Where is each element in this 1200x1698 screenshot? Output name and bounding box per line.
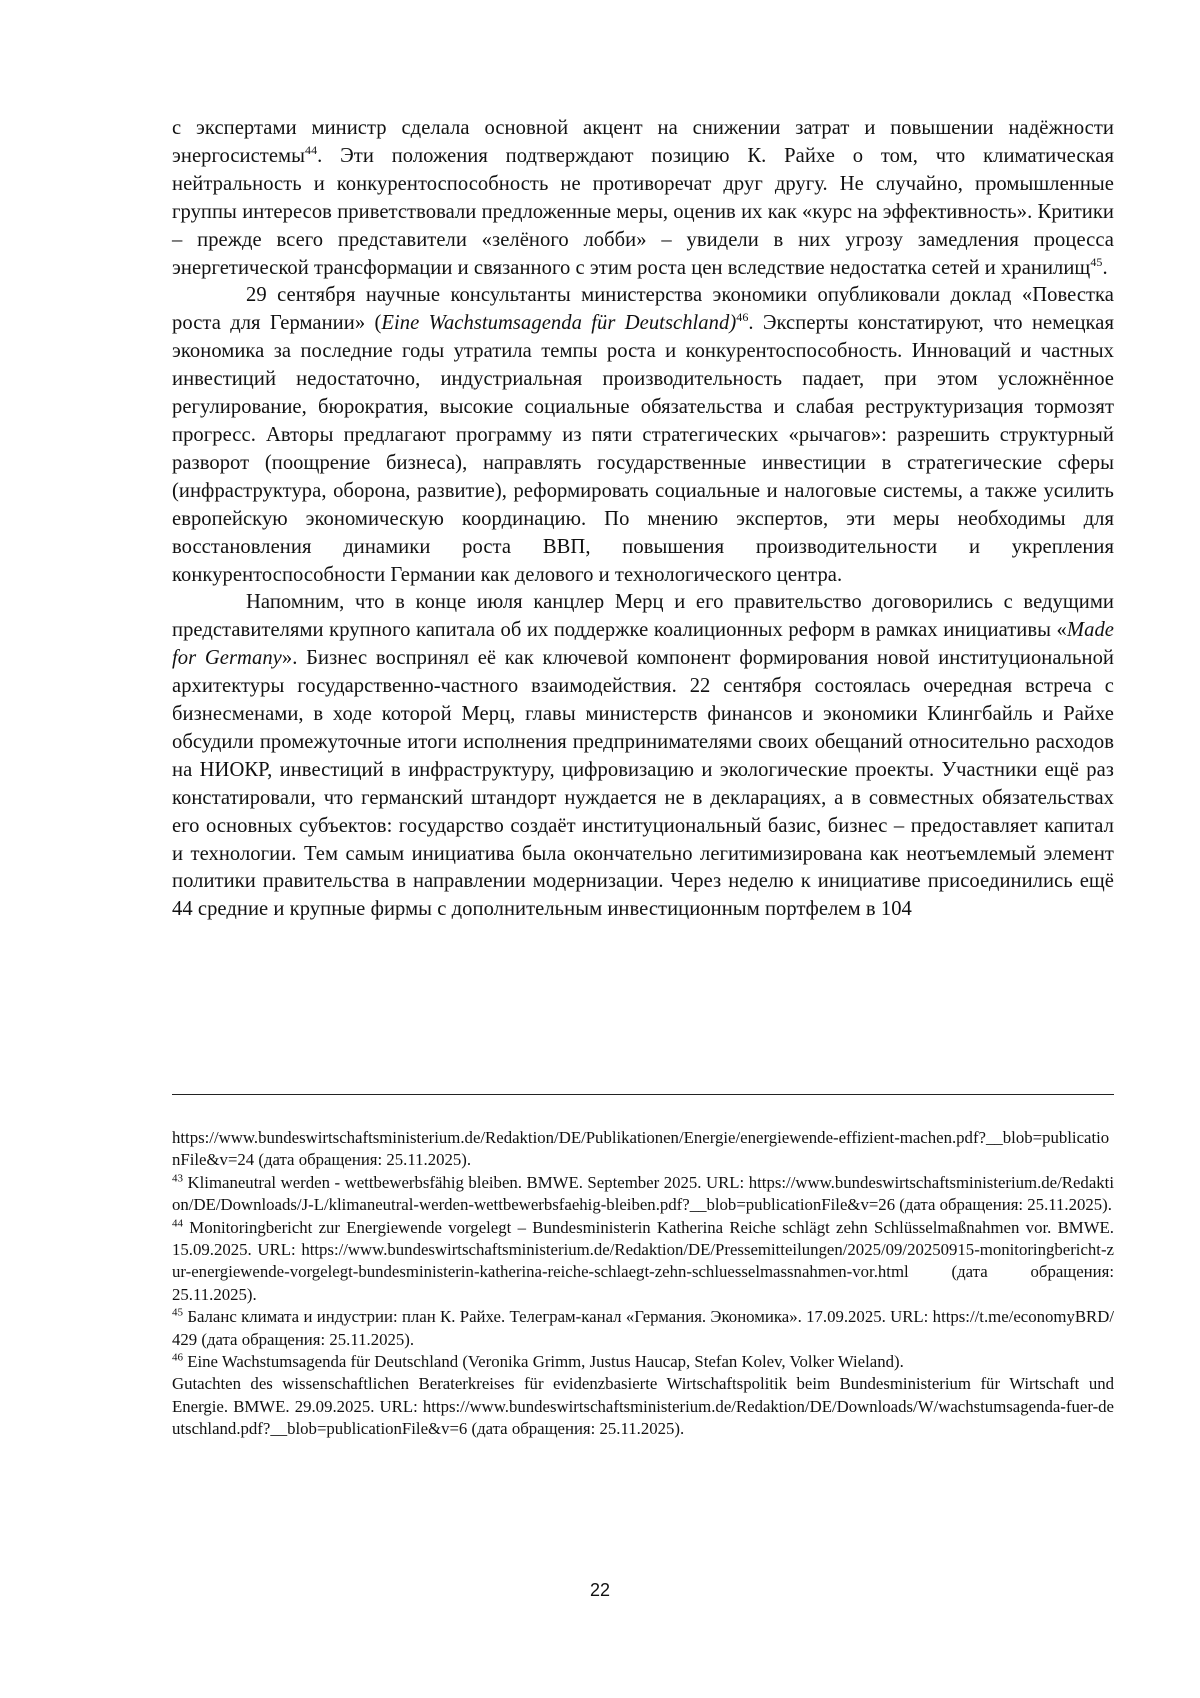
footnote-number: 45 <box>172 1306 183 1319</box>
footnote-ref-45[interactable]: 45 <box>1090 254 1103 269</box>
paragraph-text: . <box>1102 256 1108 279</box>
footnote-number: 46 <box>172 1351 183 1364</box>
paragraph-text: Напомним, что в конце июля канцлер Мерц и его правительство договорились с ведущими представителями крупного капитала об их поддержке коалиционных реформ в рамках инициативы « <box>172 591 1114 642</box>
footnote-link[interactable]: https://www.bundeswirtschaftsministerium.de/Redaktion/DE/Publikationen/Energie/energiewende-effizient-machen.pdf?__blob=publicationFile&v=24 <box>172 1128 1110 1170</box>
footnote-42-continued <box>172 1127 1114 1172</box>
footnote-access-date: (дата обращения: 25.11.2025). <box>895 1195 1112 1215</box>
footnote-text: Klimaneutral werden - wettbewerbsfähig bleiben. BMWE. September 2025. URL: <box>183 1172 749 1192</box>
footnote-access-date: (дата обращения: 25.11.2025). <box>172 1262 1114 1304</box>
footnote-43 <box>172 1172 1114 1217</box>
footnote-link[interactable]: https://www.bundeswirtschaftsministerium.de/Redaktion/DE/Downloads/W/wachstumsagenda-fuer-deutschland.pdf?__blob=publicationFile&v=6 <box>172 1396 1114 1439</box>
footnote-access-date: (дата обращения: 25.11.2025). <box>197 1329 415 1349</box>
paragraph-text: с экспертами министр сделала основной акцент на снижении затрат и повышении надёжности энергосистемы <box>172 117 1114 167</box>
report-title-italic: Eine Wachstumsagenda für Deutschland) <box>381 312 737 335</box>
footnote-text: Баланс климата и индустрии: план К. Райхе. Телеграм-канал «Германия. Экономика». 17.09.2025. URL: <box>183 1307 933 1327</box>
footnote-access-date: (дата обращения: 25.11.2025). <box>467 1419 685 1439</box>
footnotes <box>172 1127 1114 1441</box>
footnote-access-date: (дата обращения: 25.11.2025). <box>254 1150 472 1170</box>
paragraph-text: . Эти положения подтверждают позицию К. Райхе о том, что климатическая нейтральность и конкурентоспособность не противоречат друг другу. Не случайно, промышленные группы интересов приветствовали предложенные меры, оценив их как «курс на эффективность». Критики – прежде всего представители «зелёного лобби» – увидели в них угрозу замедления процесса энергетической трансформации и связанного с этим роста цен вследствие недостатка сетей и хранилищ <box>172 144 1114 279</box>
footnote-45 <box>172 1306 1114 1351</box>
main-text <box>172 115 1114 924</box>
initiative-name-italic: Made for Germany <box>172 619 1114 670</box>
footnote-text: Monitoringbericht zur Energiewende vorgelegt – Bundesministerin Katherina Reiche schlägt zehn Schlüsselmaßnahmen vor. BMWE. 15.09.2025. URL: <box>172 1217 1114 1260</box>
paragraph-text: 29 сентября научные консультанты министерства экономики опубликовали доклад «Повестка роста для Германии» ( <box>172 284 1114 335</box>
footnote-separator <box>172 1094 1114 1095</box>
footnote-46-continued <box>172 1373 1114 1440</box>
footnote-link[interactable]: https://t.me/economyBRD/429 <box>172 1307 1114 1349</box>
paragraph-text: . Эксперты констатируют, что немецкая экономика за последние годы утратила темпы роста и конкурентоспособность. Инноваций и частных инвестиций недостаточно, индустриальная производительность падает, при этом усложнённое регулирование, бюрократия, высокие социальные обязательства и слабая реструктуризация тормозят прогресс. Авторы предлагают программу из пяти стратегических «рычагов»: разрешить структурный разворот (поощрение бизнеса), направлять государственные инвестиции в стратегические сферы (инфраструктура, оборона, развитие), реформировать социальные и налоговые системы, а также усилить европейскую экономическую координацию. По мнению экспертов, эти меры необходимы для восстановления динамики роста ВВП, повышения производительности и укрепления конкурентоспособности Германии как делового и технологического центра. <box>172 312 1115 586</box>
page-number: 22 <box>589 1580 611 1600</box>
footnote-number: 44 <box>172 1217 183 1230</box>
footnote-link[interactable]: https://www.bundeswirtschaftsministerium.de/Redaktion/DE/Pressemitteilungen/2025/09/20250915-monitoringbericht-zur-energiewende-vorgelegt-bundesministerin-katherina-reiche-schlaegt-zehn-schluesselmassnahmen-vor.html <box>172 1240 1114 1282</box>
footnote-number: 43 <box>172 1172 183 1185</box>
footnote-44 <box>172 1217 1114 1307</box>
paragraph-1 <box>172 115 1114 282</box>
footnote-text: Eine Wachstumsagenda für Deutschland (Veronika Grimm, Justus Haucap, Stefan Kolev, Volker Wieland). <box>183 1352 904 1372</box>
paragraph-text: ». Бизнес воспринял её как ключевой компонент формирования новой институциональной архитектуры государственно-частного взаимодействия. 22 сентября состоялась очередная встреча с бизнесменами, в ходе которой Мерц, главы министерств финансов и экономики Клингбайль и Райхе обсудили промежуточные итоги исполнения предпринимателями своих обещаний относительно расходов на НИОКР, инвестиций в инфраструктуру, цифровизацию и экологические проекты. Участники ещё раз констатировали, что германский штандорт нуждается не в декларациях, а в совместных обязательствах его основных субъектов: государство создаёт институциональный базис, бизнес – предоставляет капитал и технологии. Тем самым инициатива была окончательно легитимизирована как неотъемлемый элемент политики правительства в направлении модернизации. Через неделю к инициативе присоединились ещё 44 средние и крупные фирмы с дополнительным инвестиционным портфелем в 104 <box>172 647 1114 921</box>
footnote-text: Gutachten des wissenschaftlichen Beraterkreises für evidenzbasierte Wirtschaftspolitik beim Bundesministerium für Wirtschaft und Energie. BMWE. 29.09.2025. URL: <box>172 1374 1114 1416</box>
footnote-link[interactable]: https://www.bundeswirtschaftsministerium.de/Redaktion/DE/Downloads/J-L/klimaneutral-werden-wettbewerbsfaehig-bleiben.pdf?__blob=publicationFile&v=26 <box>172 1172 1114 1215</box>
footnote-46 <box>172 1351 1114 1373</box>
footnote-ref-46[interactable]: 46 <box>736 310 749 325</box>
paragraph-2 <box>172 282 1114 589</box>
paragraph-3 <box>172 589 1114 924</box>
footnote-ref-44[interactable]: 44 <box>305 143 318 158</box>
